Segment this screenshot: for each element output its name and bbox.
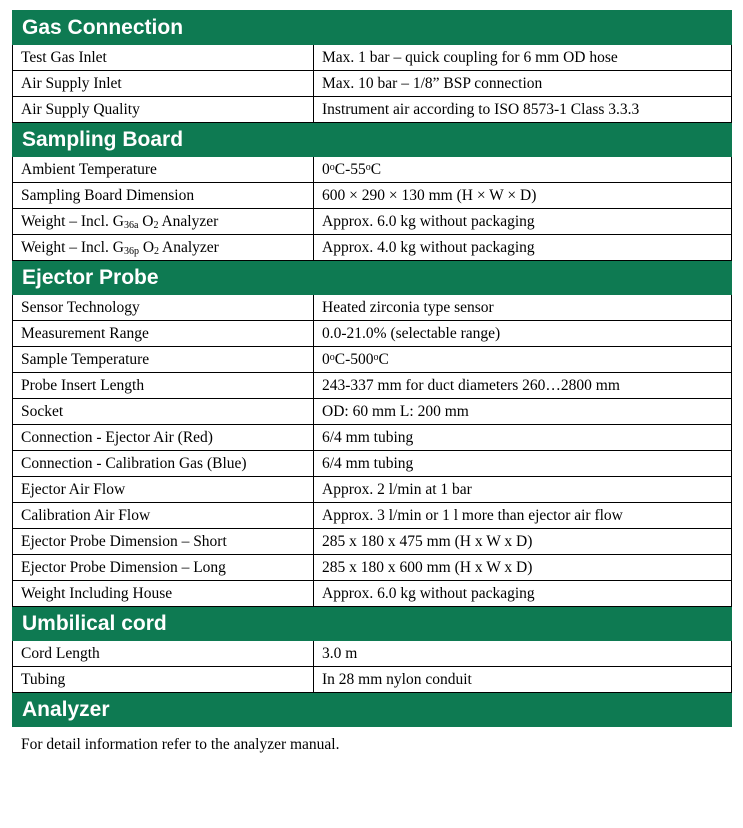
table-row	[13, 321, 732, 347]
label-prefix: Weight – Incl. G	[21, 212, 124, 230]
spec-value	[314, 157, 732, 183]
spec-label: Ejector Probe Dimension – Long	[13, 555, 314, 581]
table-row	[13, 451, 732, 477]
table-row	[13, 555, 732, 581]
table-row	[13, 477, 732, 503]
spec-value: 3.0 m	[314, 641, 732, 667]
spec-value: 600 × 290 × 130 mm (H × W × D)	[314, 183, 732, 209]
table-row	[13, 157, 732, 183]
table-row	[13, 373, 732, 399]
spec-value: Max. 10 bar – 1/8” BSP connection	[314, 71, 732, 97]
table-row	[13, 399, 732, 425]
spec-value: 285 x 180 x 600 mm (H x W x D)	[314, 555, 732, 581]
section-title: Gas Connection	[13, 11, 732, 45]
section-title: Sampling Board	[13, 123, 732, 157]
table-row	[13, 529, 732, 555]
spec-value: Approx. 3 l/min or 1 l more than ejector air flow	[314, 503, 732, 529]
section-header-gas-connection	[13, 11, 732, 45]
section-title: Ejector Probe	[13, 261, 732, 295]
spec-label: Connection - Calibration Gas (Blue)	[13, 451, 314, 477]
o2-subscript: 2	[154, 245, 160, 257]
spec-value: Approx. 6.0 kg without packaging	[314, 209, 732, 235]
degree-symbol: o	[329, 351, 335, 363]
table-row	[13, 347, 732, 373]
label-mid: O	[138, 212, 154, 230]
spec-label: Ambient Temperature	[13, 157, 314, 183]
label-suffix: Analyzer	[159, 238, 219, 256]
table-row	[13, 45, 732, 71]
spec-value: OD: 60 mm L: 200 mm	[314, 399, 732, 425]
spec-value: 285 x 180 x 475 mm (H x W x D)	[314, 529, 732, 555]
label-suffix: Analyzer	[158, 212, 219, 230]
spec-document	[12, 10, 731, 754]
degree-symbol: o	[365, 161, 371, 173]
table-row	[13, 295, 732, 321]
spec-label: Air Supply Inlet	[13, 71, 314, 97]
spec-value: 6/4 mm tubing	[314, 425, 732, 451]
spec-label: Sample Temperature	[13, 347, 314, 373]
spec-value: Instrument air according to ISO 8573-1 Class 3.3.3	[314, 97, 732, 123]
label-mid: O	[138, 238, 155, 256]
spec-value: Approx. 4.0 kg without packaging	[314, 235, 732, 261]
temp-range-mid: C-55	[334, 160, 366, 178]
spec-value: Approx. 6.0 kg without packaging	[314, 581, 732, 607]
spec-value: Max. 1 bar – quick coupling for 6 mm OD hose	[314, 45, 732, 71]
spec-value: In 28 mm nylon conduit	[314, 667, 732, 693]
temp-unit: C	[370, 160, 382, 178]
temp-range-mid: C-500	[334, 350, 374, 368]
table-row	[13, 97, 732, 123]
model-subscript: 36a	[123, 219, 139, 231]
spec-label: Measurement Range	[13, 321, 314, 347]
table-row	[13, 71, 732, 97]
spec-label: Probe Insert Length	[13, 373, 314, 399]
spec-value: 0.0-21.0% (selectable range)	[314, 321, 732, 347]
table-row	[13, 235, 732, 261]
table-row	[13, 581, 732, 607]
spec-label: Calibration Air Flow	[13, 503, 314, 529]
table-row	[13, 209, 732, 235]
table-row	[13, 667, 732, 693]
spec-value: 6/4 mm tubing	[314, 451, 732, 477]
o2-subscript: 2	[153, 219, 159, 231]
spec-label: Socket	[13, 399, 314, 425]
temp-min: 0	[322, 350, 330, 368]
temp-unit: C	[378, 350, 389, 368]
spec-label: Air Supply Quality	[13, 97, 314, 123]
table-row	[13, 503, 732, 529]
spec-table	[12, 10, 732, 727]
section-title: Analyzer	[13, 693, 732, 727]
spec-label: Sensor Technology	[13, 295, 314, 321]
spec-value	[314, 347, 732, 373]
spec-label: Ejector Air Flow	[13, 477, 314, 503]
degree-symbol: o	[373, 351, 379, 363]
spec-label	[13, 209, 314, 235]
spec-label: Tubing	[13, 667, 314, 693]
table-row	[13, 183, 732, 209]
section-header-analyzer	[13, 693, 732, 727]
spec-label: Ejector Probe Dimension – Short	[13, 529, 314, 555]
analyzer-note: For detail information refer to the analyzer manual.	[21, 736, 340, 753]
table-row	[13, 425, 732, 451]
spec-label: Connection - Ejector Air (Red)	[13, 425, 314, 451]
label-prefix: Weight – Incl. G	[21, 238, 124, 256]
table-row	[13, 641, 732, 667]
section-header-sampling-board	[13, 123, 732, 157]
spec-value: 243-337 mm for duct diameters 260…2800 mm	[314, 373, 732, 399]
section-header-ejector-probe	[13, 261, 732, 295]
model-subscript: 36p	[123, 245, 139, 257]
spec-label: Weight Including House	[13, 581, 314, 607]
spec-value: Approx. 2 l/min at 1 bar	[314, 477, 732, 503]
spec-label: Test Gas Inlet	[13, 45, 314, 71]
temp-min: 0	[322, 160, 330, 178]
spec-value: Heated zirconia type sensor	[314, 295, 732, 321]
spec-label: Sampling Board Dimension	[13, 183, 314, 209]
section-header-umbilical-cord	[13, 607, 732, 641]
section-title: Umbilical cord	[13, 607, 732, 641]
degree-symbol: o	[329, 161, 335, 173]
spec-label	[13, 235, 314, 261]
spec-label: Cord Length	[13, 641, 314, 667]
